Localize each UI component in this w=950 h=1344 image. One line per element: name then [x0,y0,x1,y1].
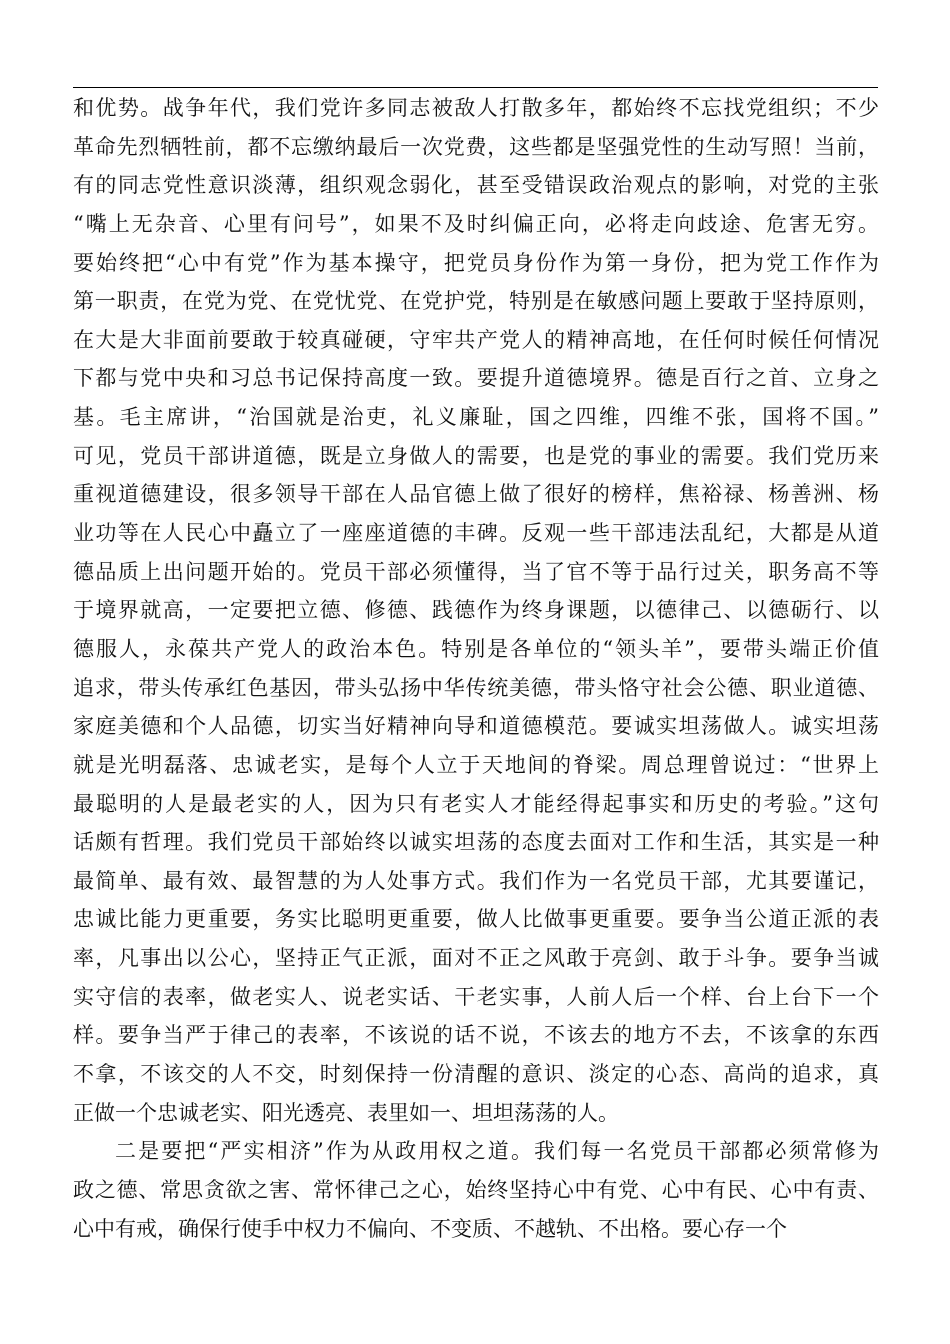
text-line: 追求，带头传承红色基因，带头弘扬中华传统美德，带头恪守社会公德、职业道德、 [73,675,879,700]
text-line: 要始终把“心中有党”作为基本操守，把党员身份作为第一身份，把为党工作作为 [73,250,879,275]
text-line: 德服人，永葆共产党人的政治本色。特别是各单位的“领头羊”，要带头端正价值 [73,636,879,661]
text-line: 德品质上出问题开始的。党员干部必须懂得，当了官不等于品行过关，职务高不等 [73,559,879,584]
text-line: 有的同志党性意识淡薄，组织观念弱化，甚至受错误政治观点的影响，对党的主张 [73,173,879,198]
text-line: 第一职责，在党为党、在党忧党、在党护党，特别是在敏感问题上要敢于坚持原则， [73,289,879,314]
text-line: 率，凡事出以公心，坚持正气正派，面对不正之风敢于亮剑、敢于斗争。要争当诚 [73,946,879,971]
text-line: 革命先烈牺牲前，都不忘缴纳最后一次党费，这些都是坚强党性的生动写照！当前， [73,134,879,159]
text-line: 最聪明的人是最老实的人，因为只有老实人才能经得起事实和历史的考验。”这句 [73,791,879,816]
text-line: 政之德、常思贪欲之害、常怀律己之心，始终坚持心中有党、心中有民、心中有责、 [73,1177,879,1202]
text-line: 基。毛主席讲，“治国就是治吏，礼义廉耻，国之四维，四维不张，国将不国。” [73,405,879,430]
text-line: 家庭美德和个人品德，切实当好精神向导和道德模范。要诚实坦荡做人。诚实坦荡 [73,714,879,739]
text-line: 就是光明磊落、忠诚老实，是每个人立于天地间的脊梁。周总理曾说过：“世界上 [73,752,879,777]
text-line: 话颇有哲理。我们党员干部始终以诚实坦荡的态度去面对工作和生活，其实是一种 [73,830,879,855]
text-line: 最简单、最有效、最智慧的为人处事方式。我们作为一名党员干部，尤其要谨记， [73,868,879,893]
text-line: 业功等在人民心中矗立了一座座道德的丰碑。反观一些干部违法乱纪，大都是从道 [73,521,879,546]
text-line: “嘴上无杂音、心里有问号”，如果不及时纠偏正向，必将走向歧途、危害无穷。 [73,211,879,236]
text-line: 样。要争当严于律己的表率，不该说的话不说，不该去的地方不去，不该拿的东西 [73,1023,879,1048]
document-body [73,89,879,1248]
text-line: 在大是大非面前要敢于较真碰硬，守牢共产党人的精神高地，在任何时候任何情况 [73,327,879,352]
header-rule [73,87,878,88]
paragraph-end-line: 正做一个忠诚老实、阳光透亮、表里如一、坦坦荡荡的人。 [73,1100,619,1125]
text-line: 重视道德建设，很多领导干部在人品官德上做了很好的榜样，焦裕禄、杨善洲、杨 [73,482,879,507]
text-line: 实守信的表率，做老实人、说老实话、干老实事，人前人后一个样、台上台下一个 [73,984,879,1009]
text-line: 于境界就高，一定要把立德、修德、践德作为终身课题，以德律己、以德砺行、以 [73,598,879,623]
text-line: 下都与党中央和习总书记保持高度一致。要提升道德境界。德是百行之首、立身之 [73,366,879,391]
text-line: 心中有戒，确保行使手中权力不偏向、不变质、不越轨、不出格。要心存一个 [73,1216,787,1241]
text-line: 不拿，不该交的人不交，时刻保持一份清醒的意识、淡定的心态、高尚的追求，真 [73,1062,879,1087]
paragraph-first-line: 二是要把“严实相济”作为从政用权之道。我们每一名党员干部都必须常修为 [115,1139,879,1164]
text-line: 忠诚比能力更重要，务实比聪明更重要，做人比做事更重要。要争当公道正派的表 [73,907,879,932]
text-line: 和优势。战争年代，我们党许多同志被敌人打散多年，都始终不忘找党组织；不少 [73,96,879,120]
text-line: 可见，党员干部讲道德，既是立身做人的需要，也是党的事业的需要。我们党历来 [73,443,879,468]
